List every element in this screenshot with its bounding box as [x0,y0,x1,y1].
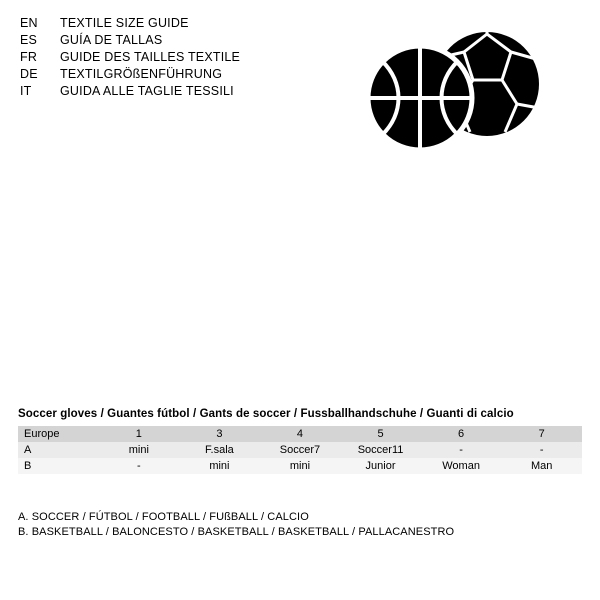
table-cell-b-7: Man [501,458,582,474]
table-row-label-b: B [18,458,99,474]
language-text-fr: GUIDE DES TAILLES TEXTILE [60,50,241,64]
legend-note-b: B. BASKETBALL / BALONCESTO / BASKETBALL / BASKETBALL / PALLACANESTRO [18,526,455,538]
table-header-cell-1: 1 [99,426,180,442]
table-cell-a-7: - [501,442,582,458]
language-row-fr [20,50,350,67]
basketball-icon [368,46,472,150]
table-cell-b-3: mini [179,458,260,474]
table-cell-b-6: Woman [421,458,502,474]
table-cell-a-6: - [421,442,502,458]
language-code-it: IT [20,84,32,98]
language-code-en: EN [20,16,38,30]
table-row [18,442,582,458]
table-header-row [18,426,582,442]
language-text-de: TEXTILGRÖßENFÜHRUNG [60,67,223,81]
language-header-block [20,16,350,101]
legend-note-a: A. SOCCER / FÚTBOL / FOOTBALL / FUßBALL / CALCIO [18,511,309,523]
table-cell-a-4: Soccer7 [260,442,341,458]
table-cell-a-3: F.sala [179,442,260,458]
size-guide-title: Soccer gloves / Guantes fútbol / Gants de soccer / Fussballhandschuhe / Guanti di calcio [18,408,514,420]
language-row-es [20,33,350,50]
language-row-it [20,84,350,101]
table-header-cell-6: 6 [421,426,502,442]
table-row [18,458,582,474]
table-header-cell-5: 5 [340,426,421,442]
language-code-es: ES [20,33,38,47]
table-cell-b-4: mini [260,458,341,474]
language-row-de [20,67,350,84]
balls-illustration [352,22,552,172]
table-header-cell-7: 7 [501,426,582,442]
language-text-it: GUIDA ALLE TAGLIE TESSILI [60,84,234,98]
table-cell-a-1: mini [99,442,180,458]
table-header-cell-4: 4 [260,426,341,442]
language-code-de: DE [20,67,38,81]
table-header-cell-europe: Europe [18,426,99,442]
table-header-cell-3: 3 [179,426,260,442]
table-cell-b-5: Junior [340,458,421,474]
size-guide-table [18,426,582,474]
size-guide-section [18,408,582,474]
legend-notes [18,510,582,540]
table-cell-b-1: - [99,458,180,474]
language-row-en [20,16,350,33]
table-cell-a-5: Soccer11 [340,442,421,458]
language-code-fr: FR [20,50,38,64]
language-text-es: GUÍA DE TALLAS [60,33,163,47]
language-text-en: TEXTILE SIZE GUIDE [60,16,189,30]
table-row-label-a: A [18,442,99,458]
